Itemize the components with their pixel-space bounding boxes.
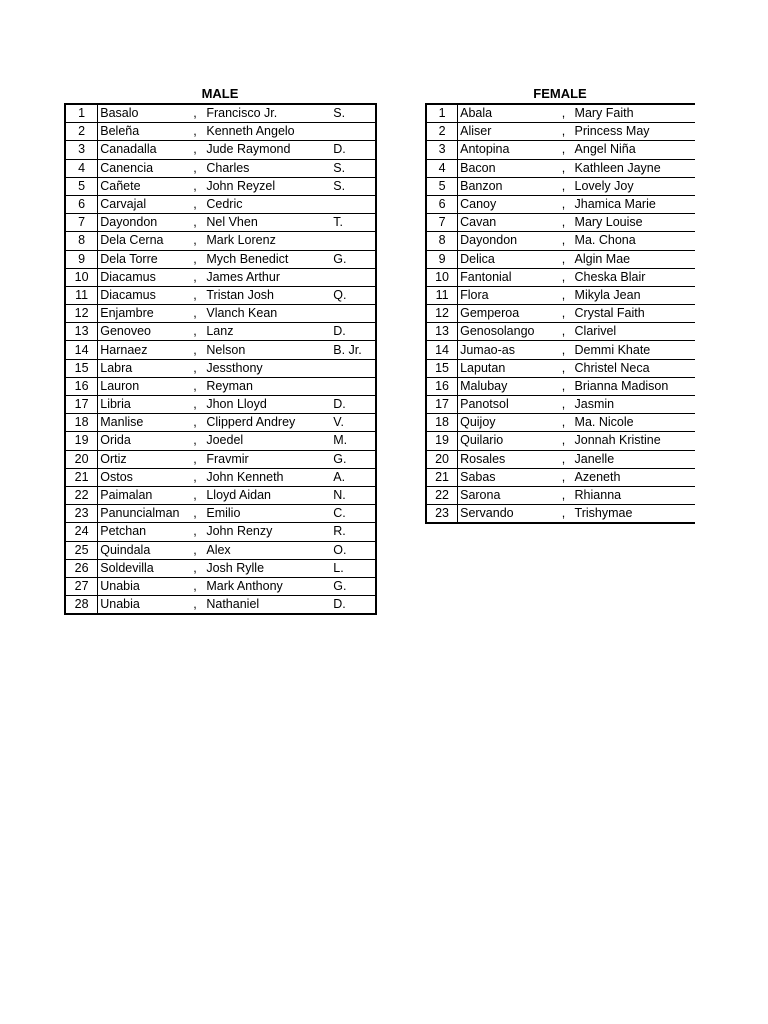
female-last-name: Panotsol — [458, 396, 555, 414]
male-last-name: Labra — [98, 359, 186, 377]
male-first-name: Cedric — [204, 195, 331, 213]
male-last-name: Libria — [98, 396, 186, 414]
male-last-name: Petchan — [98, 523, 186, 541]
female-comma-separator: , — [554, 286, 572, 304]
male-comma-separator: , — [186, 323, 205, 341]
male-middle-initial — [331, 305, 376, 323]
female-last-name: Abala — [458, 104, 555, 123]
male-comma-separator: , — [186, 341, 205, 359]
male-first-name: Lanz — [204, 323, 331, 341]
female-table-row — [426, 305, 695, 323]
male-middle-initial — [331, 268, 376, 286]
male-middle-initial: Q. — [331, 286, 376, 304]
male-row-number: 6 — [65, 195, 98, 213]
female-comma-separator: , — [554, 468, 572, 486]
male-first-name: Reyman — [204, 377, 331, 395]
male-table-row — [65, 250, 376, 268]
female-table-row — [426, 250, 695, 268]
male-table-row — [65, 505, 376, 523]
female-row-number: 11 — [426, 286, 458, 304]
female-first-name: Brianna Madison — [573, 377, 695, 395]
male-row-number: 22 — [65, 486, 98, 504]
female-last-name: Aliser — [458, 123, 555, 141]
male-middle-initial — [331, 232, 376, 250]
male-last-name: Lauron — [98, 377, 186, 395]
female-row-number: 7 — [426, 214, 458, 232]
male-comma-separator: , — [186, 523, 205, 541]
male-row-number: 26 — [65, 559, 98, 577]
male-table-row — [65, 123, 376, 141]
male-table-row — [65, 468, 376, 486]
male-row-number: 10 — [65, 268, 98, 286]
male-row-number: 17 — [65, 396, 98, 414]
female-comma-separator: , — [554, 177, 572, 195]
male-table-row — [65, 214, 376, 232]
female-table-row — [426, 323, 695, 341]
male-table-row — [65, 177, 376, 195]
female-last-name: Antopina — [458, 141, 555, 159]
female-roster-table — [425, 103, 695, 524]
female-table-row — [426, 486, 695, 504]
female-comma-separator: , — [554, 396, 572, 414]
male-middle-initial: S. — [331, 159, 376, 177]
male-last-name: Orida — [98, 432, 186, 450]
male-first-name: John Kenneth — [204, 468, 331, 486]
male-row-number: 3 — [65, 141, 98, 159]
male-row-number: 18 — [65, 414, 98, 432]
male-middle-initial: V. — [331, 414, 376, 432]
male-table-row — [65, 286, 376, 304]
male-first-name: Jessthony — [204, 359, 331, 377]
female-first-name: Trishymae — [573, 505, 695, 524]
male-last-name: Dela Cerna — [98, 232, 186, 250]
female-last-name: Quijoy — [458, 414, 555, 432]
male-first-name: Alex — [204, 541, 331, 559]
female-row-number: 2 — [426, 123, 458, 141]
male-comma-separator: , — [186, 250, 205, 268]
male-table-row — [65, 377, 376, 395]
male-roster-table — [64, 103, 377, 615]
female-table-row — [426, 268, 695, 286]
female-table-row — [426, 286, 695, 304]
male-middle-initial: D. — [331, 141, 376, 159]
female-first-name: Janelle — [573, 450, 695, 468]
female-roster-body — [426, 104, 695, 523]
female-comma-separator: , — [554, 195, 572, 213]
female-comma-separator: , — [554, 214, 572, 232]
female-row-number: 16 — [426, 377, 458, 395]
male-first-name: Vlanch Kean — [204, 305, 331, 323]
male-comma-separator: , — [186, 468, 205, 486]
male-last-name: Manlise — [98, 414, 186, 432]
female-last-name: Sabas — [458, 468, 555, 486]
female-table-row — [426, 359, 695, 377]
male-first-name: John Renzy — [204, 523, 331, 541]
male-first-name: Tristan Josh — [204, 286, 331, 304]
male-middle-initial: C. — [331, 505, 376, 523]
male-middle-initial — [331, 123, 376, 141]
female-first-name: Princess May — [573, 123, 695, 141]
male-comma-separator: , — [186, 377, 205, 395]
female-last-name: Flora — [458, 286, 555, 304]
female-last-name: Servando — [458, 505, 555, 524]
female-heading: FEMALE — [533, 86, 587, 101]
male-row-number: 11 — [65, 286, 98, 304]
female-last-name: Jumao-as — [458, 341, 555, 359]
male-last-name: Soldevilla — [98, 559, 186, 577]
female-row-number: 13 — [426, 323, 458, 341]
female-table-row — [426, 341, 695, 359]
male-row-number: 15 — [65, 359, 98, 377]
female-comma-separator: , — [554, 432, 572, 450]
male-last-name: Canadalla — [98, 141, 186, 159]
male-last-name: Unabia — [98, 596, 186, 615]
male-last-name: Basalo — [98, 104, 186, 123]
male-row-number: 2 — [65, 123, 98, 141]
male-table-row — [65, 523, 376, 541]
female-last-name: Gemperoa — [458, 305, 555, 323]
female-comma-separator: , — [554, 232, 572, 250]
female-last-name: Fantonial — [458, 268, 555, 286]
male-comma-separator: , — [186, 214, 205, 232]
male-heading: MALE — [201, 86, 239, 101]
male-table-row — [65, 432, 376, 450]
female-first-name: Mary Louise — [573, 214, 695, 232]
female-first-name: Azeneth — [573, 468, 695, 486]
male-row-number: 12 — [65, 305, 98, 323]
male-last-name: Beleña — [98, 123, 186, 141]
female-table-row — [426, 141, 695, 159]
female-row-number: 17 — [426, 396, 458, 414]
male-row-number: 28 — [65, 596, 98, 615]
female-last-name: Bacon — [458, 159, 555, 177]
male-table-row — [65, 414, 376, 432]
female-last-name: Cavan — [458, 214, 555, 232]
female-row-number: 9 — [426, 250, 458, 268]
female-first-name: Jhamica Marie — [573, 195, 695, 213]
male-row-number: 4 — [65, 159, 98, 177]
female-first-name: Algin Mae — [573, 250, 695, 268]
male-last-name: Panuncialman — [98, 505, 186, 523]
female-table-row — [426, 214, 695, 232]
male-first-name: Clipperd Andrey — [204, 414, 331, 432]
male-comma-separator: , — [186, 414, 205, 432]
male-table-row — [65, 159, 376, 177]
male-table-row — [65, 486, 376, 504]
female-row-number: 14 — [426, 341, 458, 359]
male-row-number: 21 — [65, 468, 98, 486]
female-comma-separator: , — [554, 505, 572, 524]
male-comma-separator: , — [186, 305, 205, 323]
female-first-name: Demmi Khate — [573, 341, 695, 359]
female-row-number: 8 — [426, 232, 458, 250]
female-row-number: 15 — [426, 359, 458, 377]
female-row-number: 3 — [426, 141, 458, 159]
male-comma-separator: , — [186, 450, 205, 468]
female-row-number: 6 — [426, 195, 458, 213]
male-comma-separator: , — [186, 177, 205, 195]
male-first-name: Nathaniel — [204, 596, 331, 615]
male-last-name: Dela Torre — [98, 250, 186, 268]
male-last-name: Paimalan — [98, 486, 186, 504]
female-first-name: Crystal Faith — [573, 305, 695, 323]
male-table-row — [65, 195, 376, 213]
male-middle-initial: D. — [331, 396, 376, 414]
male-middle-initial: R. — [331, 523, 376, 541]
male-comma-separator: , — [186, 432, 205, 450]
male-table-row — [65, 104, 376, 123]
male-middle-initial: A. — [331, 468, 376, 486]
male-first-name: Mark Lorenz — [204, 232, 331, 250]
female-first-name: Kathleen Jayne — [573, 159, 695, 177]
female-comma-separator: , — [554, 450, 572, 468]
female-comma-separator: , — [554, 486, 572, 504]
female-row-number: 12 — [426, 305, 458, 323]
male-table-row — [65, 559, 376, 577]
female-row-number: 5 — [426, 177, 458, 195]
female-table-row — [426, 414, 695, 432]
male-middle-initial: S. — [331, 104, 376, 123]
female-row-number: 20 — [426, 450, 458, 468]
female-comma-separator: , — [554, 141, 572, 159]
female-row-number: 23 — [426, 505, 458, 524]
female-first-name: Mary Faith — [573, 104, 695, 123]
male-comma-separator: , — [186, 159, 205, 177]
female-table-row — [426, 232, 695, 250]
male-comma-separator: , — [186, 559, 205, 577]
male-middle-initial: D. — [331, 323, 376, 341]
male-row-number: 27 — [65, 577, 98, 595]
female-first-name: Ma. Chona — [573, 232, 695, 250]
male-last-name: Genoveo — [98, 323, 186, 341]
male-row-number: 5 — [65, 177, 98, 195]
female-comma-separator: , — [554, 250, 572, 268]
female-comma-separator: , — [554, 341, 572, 359]
male-first-name: Jhon Lloyd — [204, 396, 331, 414]
male-middle-initial: T. — [331, 214, 376, 232]
male-middle-initial: G. — [331, 577, 376, 595]
male-comma-separator: , — [186, 268, 205, 286]
male-table-row — [65, 541, 376, 559]
female-first-name: Ma. Nicole — [573, 414, 695, 432]
female-last-name: Canoy — [458, 195, 555, 213]
male-row-number: 14 — [65, 341, 98, 359]
male-last-name: Canencia — [98, 159, 186, 177]
female-table-row — [426, 195, 695, 213]
female-first-name: Cheska Blair — [573, 268, 695, 286]
female-first-name: Jonnah Kristine — [573, 432, 695, 450]
male-row-number: 13 — [65, 323, 98, 341]
male-first-name: Nel Vhen — [204, 214, 331, 232]
female-row-number: 10 — [426, 268, 458, 286]
male-row-number: 23 — [65, 505, 98, 523]
male-last-name: Dayondon — [98, 214, 186, 232]
female-first-name: Lovely Joy — [573, 177, 695, 195]
male-row-number: 16 — [65, 377, 98, 395]
female-last-name: Malubay — [458, 377, 555, 395]
female-row-number: 4 — [426, 159, 458, 177]
male-middle-initial: S. — [331, 177, 376, 195]
female-comma-separator: , — [554, 323, 572, 341]
female-table-row — [426, 104, 695, 123]
male-middle-initial: B. Jr. — [331, 341, 376, 359]
male-first-name: James Arthur — [204, 268, 331, 286]
male-first-name: John Reyzel — [204, 177, 331, 195]
female-row-number: 22 — [426, 486, 458, 504]
female-table-row — [426, 468, 695, 486]
male-comma-separator: , — [186, 596, 205, 615]
male-row-number: 25 — [65, 541, 98, 559]
female-last-name: Rosales — [458, 450, 555, 468]
male-row-number: 19 — [65, 432, 98, 450]
female-comma-separator: , — [554, 305, 572, 323]
male-comma-separator: , — [186, 505, 205, 523]
male-middle-initial: N. — [331, 486, 376, 504]
female-table-row — [426, 177, 695, 195]
male-last-name: Enjambre — [98, 305, 186, 323]
male-row-number: 20 — [65, 450, 98, 468]
female-last-name: Quilario — [458, 432, 555, 450]
female-row-number: 18 — [426, 414, 458, 432]
male-table-row — [65, 341, 376, 359]
male-last-name: Carvajal — [98, 195, 186, 213]
male-last-name: Ostos — [98, 468, 186, 486]
male-roster-body — [65, 104, 376, 614]
male-middle-initial — [331, 195, 376, 213]
male-first-name: Joedel — [204, 432, 331, 450]
female-row-number: 1 — [426, 104, 458, 123]
male-table-row — [65, 450, 376, 468]
male-first-name: Kenneth Angelo — [204, 123, 331, 141]
female-last-name: Laputan — [458, 359, 555, 377]
male-first-name: Emilio — [204, 505, 331, 523]
female-first-name: Clarivel — [573, 323, 695, 341]
male-table-row — [65, 305, 376, 323]
male-table-row — [65, 323, 376, 341]
female-row-number: 21 — [426, 468, 458, 486]
male-first-name: Charles — [204, 159, 331, 177]
male-first-name: Mych Benedict — [204, 250, 331, 268]
male-middle-initial — [331, 359, 376, 377]
male-first-name: Jude Raymond — [204, 141, 331, 159]
male-last-name: Quindala — [98, 541, 186, 559]
female-comma-separator: , — [554, 414, 572, 432]
female-last-name: Delica — [458, 250, 555, 268]
male-middle-initial: M. — [331, 432, 376, 450]
male-middle-initial: D. — [331, 596, 376, 615]
female-first-name: Jasmin — [573, 396, 695, 414]
female-row-number: 19 — [426, 432, 458, 450]
male-last-name: Diacamus — [98, 286, 186, 304]
female-last-name: Banzon — [458, 177, 555, 195]
male-table-row — [65, 396, 376, 414]
female-table-row — [426, 159, 695, 177]
male-middle-initial: L. — [331, 559, 376, 577]
male-comma-separator: , — [186, 286, 205, 304]
male-first-name: Josh Rylle — [204, 559, 331, 577]
male-first-name: Nelson — [204, 341, 331, 359]
female-comma-separator: , — [554, 123, 572, 141]
male-last-name: Harnaez — [98, 341, 186, 359]
female-comma-separator: , — [554, 268, 572, 286]
male-last-name: Cañete — [98, 177, 186, 195]
female-table-row — [426, 377, 695, 395]
male-table-row — [65, 268, 376, 286]
male-comma-separator: , — [186, 541, 205, 559]
male-comma-separator: , — [186, 104, 205, 123]
female-table-row — [426, 505, 695, 524]
male-last-name: Unabia — [98, 577, 186, 595]
male-last-name: Diacamus — [98, 268, 186, 286]
male-middle-initial: O. — [331, 541, 376, 559]
female-comma-separator: , — [554, 159, 572, 177]
male-table-row — [65, 232, 376, 250]
male-table-row — [65, 141, 376, 159]
male-middle-initial: G. — [331, 450, 376, 468]
male-table-row — [65, 577, 376, 595]
male-last-name: Ortiz — [98, 450, 186, 468]
male-comma-separator: , — [186, 359, 205, 377]
female-table-row — [426, 396, 695, 414]
male-comma-separator: , — [186, 195, 205, 213]
female-last-name: Sarona — [458, 486, 555, 504]
male-row-number: 24 — [65, 523, 98, 541]
female-table-row — [426, 432, 695, 450]
male-row-number: 1 — [65, 104, 98, 123]
female-first-name: Mikyla Jean — [573, 286, 695, 304]
female-last-name: Dayondon — [458, 232, 555, 250]
female-table-row — [426, 450, 695, 468]
female-first-name: Christel Neca — [573, 359, 695, 377]
female-last-name: Genosolango — [458, 323, 555, 341]
male-row-number: 8 — [65, 232, 98, 250]
male-first-name: Fravmir — [204, 450, 331, 468]
male-comma-separator: , — [186, 577, 205, 595]
male-comma-separator: , — [186, 141, 205, 159]
male-middle-initial: G. — [331, 250, 376, 268]
male-comma-separator: , — [186, 232, 205, 250]
female-comma-separator: , — [554, 377, 572, 395]
male-comma-separator: , — [186, 396, 205, 414]
female-comma-separator: , — [554, 104, 572, 123]
male-first-name: Lloyd Aidan — [204, 486, 331, 504]
male-row-number: 7 — [65, 214, 98, 232]
male-table-row — [65, 359, 376, 377]
male-comma-separator: , — [186, 123, 205, 141]
male-comma-separator: , — [186, 486, 205, 504]
male-first-name: Francisco Jr. — [204, 104, 331, 123]
male-first-name: Mark Anthony — [204, 577, 331, 595]
male-middle-initial — [331, 377, 376, 395]
male-table-row — [65, 596, 376, 615]
female-first-name: Angel Niña — [573, 141, 695, 159]
female-table-row — [426, 123, 695, 141]
male-row-number: 9 — [65, 250, 98, 268]
female-first-name: Rhianna — [573, 486, 695, 504]
female-comma-separator: , — [554, 359, 572, 377]
